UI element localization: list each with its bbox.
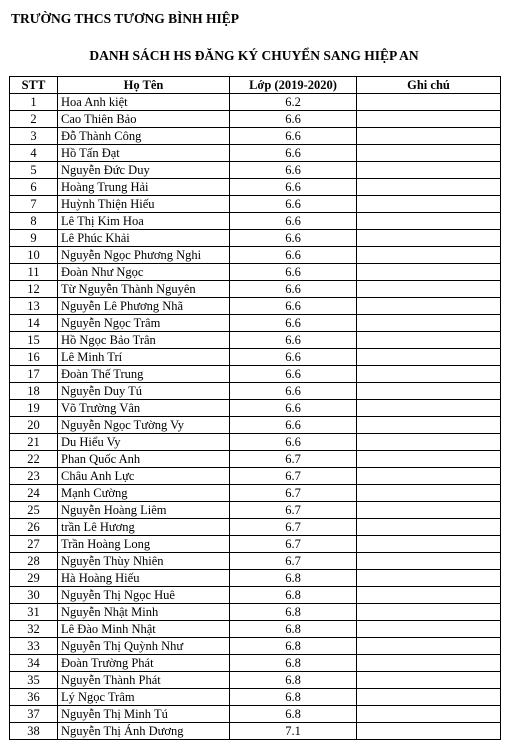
cell-stt: 21	[10, 434, 58, 451]
cell-stt: 33	[10, 638, 58, 655]
cell-stt: 31	[10, 604, 58, 621]
table-row	[10, 468, 501, 485]
table-row	[10, 128, 501, 145]
table-row	[10, 689, 501, 706]
cell-class: 6.8	[230, 570, 357, 587]
cell-name: Nguyễn Nhật Minh	[58, 604, 230, 621]
cell-class: 6.6	[230, 332, 357, 349]
cell-stt: 8	[10, 213, 58, 230]
cell-class: 6.8	[230, 706, 357, 723]
cell-stt: 7	[10, 196, 58, 213]
cell-note	[357, 451, 501, 468]
cell-name: Hồ Tấn Đạt	[58, 145, 230, 162]
cell-class: 6.6	[230, 145, 357, 162]
cell-class: 6.7	[230, 468, 357, 485]
document-title: DANH SÁCH HS ĐĂNG KÝ CHUYỂN SANG HIỆP AN	[89, 48, 419, 63]
table-row	[10, 536, 501, 553]
cell-note	[357, 706, 501, 723]
header-name: Họ Tên	[58, 77, 230, 94]
cell-note	[357, 468, 501, 485]
cell-stt: 32	[10, 621, 58, 638]
cell-note	[357, 264, 501, 281]
cell-stt: 9	[10, 230, 58, 247]
cell-stt: 18	[10, 383, 58, 400]
cell-note	[357, 196, 501, 213]
cell-name: Mạnh Cường	[58, 485, 230, 502]
table-row	[10, 723, 501, 740]
cell-class: 6.6	[230, 349, 357, 366]
cell-name: Hoa Anh kiệt	[58, 94, 230, 111]
cell-note	[357, 723, 501, 740]
cell-class: 6.6	[230, 366, 357, 383]
table-row	[10, 315, 501, 332]
cell-name: Cao Thiên Bảo	[58, 111, 230, 128]
cell-stt: 13	[10, 298, 58, 315]
cell-stt: 15	[10, 332, 58, 349]
cell-note	[357, 400, 501, 417]
student-table	[9, 76, 501, 740]
cell-note	[357, 315, 501, 332]
cell-class: 6.6	[230, 196, 357, 213]
cell-name: Hà Hoàng Hiếu	[58, 570, 230, 587]
cell-class: 6.8	[230, 689, 357, 706]
header-note: Ghi chú	[357, 77, 501, 94]
cell-class: 6.8	[230, 638, 357, 655]
table-row	[10, 451, 501, 468]
cell-note	[357, 111, 501, 128]
cell-stt: 35	[10, 672, 58, 689]
table-row	[10, 332, 501, 349]
cell-stt: 11	[10, 264, 58, 281]
cell-class: 6.6	[230, 247, 357, 264]
table-row	[10, 485, 501, 502]
table-row	[10, 264, 501, 281]
cell-note	[357, 502, 501, 519]
table-row	[10, 247, 501, 264]
cell-stt: 30	[10, 587, 58, 604]
cell-name: Nguyễn Thùy Nhiên	[58, 553, 230, 570]
cell-name: Hoàng Trung Hải	[58, 179, 230, 196]
cell-note	[357, 281, 501, 298]
table-row	[10, 366, 501, 383]
cell-class: 6.7	[230, 519, 357, 536]
cell-note	[357, 621, 501, 638]
cell-note	[357, 247, 501, 264]
table-row	[10, 621, 501, 638]
school-name: TRƯỜNG THCS TƯƠNG BÌNH HIỆP	[11, 11, 240, 26]
cell-note	[357, 94, 501, 111]
table-row	[10, 706, 501, 723]
cell-class: 6.6	[230, 111, 357, 128]
cell-note	[357, 587, 501, 604]
cell-class: 6.6	[230, 315, 357, 332]
table-row	[10, 417, 501, 434]
cell-note	[357, 179, 501, 196]
cell-class: 6.7	[230, 553, 357, 570]
cell-name: Nguyễn Thị Quỳnh Như	[58, 638, 230, 655]
cell-name: Lê Phúc Khải	[58, 230, 230, 247]
table-row	[10, 655, 501, 672]
cell-class: 6.6	[230, 400, 357, 417]
cell-class: 6.2	[230, 94, 357, 111]
cell-note	[357, 298, 501, 315]
cell-name: Nguyễn Thị Ánh Dương	[58, 723, 230, 740]
cell-class: 6.8	[230, 655, 357, 672]
table-row	[10, 281, 501, 298]
table-row	[10, 434, 501, 451]
cell-stt: 6	[10, 179, 58, 196]
cell-name: trần Lê Hương	[58, 519, 230, 536]
cell-stt: 2	[10, 111, 58, 128]
table-header-row	[10, 77, 501, 94]
cell-note	[357, 638, 501, 655]
cell-note	[357, 230, 501, 247]
cell-class: 6.6	[230, 434, 357, 451]
cell-name: Đoàn Trường Phát	[58, 655, 230, 672]
cell-name: Nguyễn Ngọc Tường Vy	[58, 417, 230, 434]
cell-note	[357, 655, 501, 672]
cell-name: Nguyễn Ngọc Phương Nghi	[58, 247, 230, 264]
cell-stt: 36	[10, 689, 58, 706]
cell-stt: 17	[10, 366, 58, 383]
header-class: Lớp (2019-2020)	[230, 77, 357, 94]
table-row	[10, 213, 501, 230]
cell-name: Nguyễn Ngọc Trâm	[58, 315, 230, 332]
cell-name: Du Hiểu Vy	[58, 434, 230, 451]
table-row	[10, 638, 501, 655]
table-row	[10, 672, 501, 689]
cell-class: 6.6	[230, 162, 357, 179]
table-row	[10, 553, 501, 570]
cell-stt: 34	[10, 655, 58, 672]
cell-note	[357, 536, 501, 553]
table-row	[10, 519, 501, 536]
cell-note	[357, 553, 501, 570]
cell-name: Lê Minh Trí	[58, 349, 230, 366]
header-stt: STT	[10, 77, 58, 94]
cell-name: Phan Quốc Anh	[58, 451, 230, 468]
cell-stt: 24	[10, 485, 58, 502]
cell-stt: 3	[10, 128, 58, 145]
cell-note	[357, 213, 501, 230]
cell-class: 6.8	[230, 672, 357, 689]
cell-name: Đỗ Thành Công	[58, 128, 230, 145]
cell-name: Nguyễn Hoàng Liêm	[58, 502, 230, 519]
cell-note	[357, 417, 501, 434]
cell-stt: 20	[10, 417, 58, 434]
cell-name: Lê Thị Kim Hoa	[58, 213, 230, 230]
table-row	[10, 196, 501, 213]
table-row	[10, 111, 501, 128]
cell-class: 6.7	[230, 485, 357, 502]
cell-class: 6.8	[230, 604, 357, 621]
cell-class: 6.6	[230, 417, 357, 434]
cell-name: Hồ Ngọc Bảo Trân	[58, 332, 230, 349]
table-row	[10, 349, 501, 366]
cell-note	[357, 672, 501, 689]
table-row	[10, 383, 501, 400]
table-row	[10, 145, 501, 162]
cell-class: 6.6	[230, 264, 357, 281]
cell-note	[357, 145, 501, 162]
cell-stt: 14	[10, 315, 58, 332]
cell-name: Nguyễn Duy Tú	[58, 383, 230, 400]
cell-stt: 26	[10, 519, 58, 536]
table-body	[10, 94, 501, 740]
cell-name: Nguyễn Thành Phát	[58, 672, 230, 689]
cell-class: 6.7	[230, 536, 357, 553]
cell-note	[357, 570, 501, 587]
cell-note	[357, 383, 501, 400]
cell-name: Nguyễn Thị Ngọc Huê	[58, 587, 230, 604]
cell-name: Trần Hoàng Long	[58, 536, 230, 553]
cell-stt: 10	[10, 247, 58, 264]
cell-stt: 12	[10, 281, 58, 298]
cell-name: Lê Đào Minh Nhật	[58, 621, 230, 638]
cell-stt: 38	[10, 723, 58, 740]
cell-class: 6.7	[230, 502, 357, 519]
cell-note	[357, 434, 501, 451]
cell-note	[357, 366, 501, 383]
cell-class: 7.1	[230, 723, 357, 740]
table-row	[10, 179, 501, 196]
cell-class: 6.6	[230, 383, 357, 400]
cell-class: 6.6	[230, 128, 357, 145]
table-row	[10, 162, 501, 179]
cell-class: 6.8	[230, 587, 357, 604]
cell-class: 6.8	[230, 621, 357, 638]
cell-name: Nguyễn Đức Duy	[58, 162, 230, 179]
table-row	[10, 570, 501, 587]
cell-stt: 4	[10, 145, 58, 162]
table-row	[10, 604, 501, 621]
cell-name: Lý Ngọc Trâm	[58, 689, 230, 706]
cell-name: Nguyễn Lê Phương Nhã	[58, 298, 230, 315]
table-row	[10, 587, 501, 604]
cell-class: 6.6	[230, 213, 357, 230]
cell-stt: 19	[10, 400, 58, 417]
cell-note	[357, 128, 501, 145]
cell-note	[357, 689, 501, 706]
cell-class: 6.6	[230, 281, 357, 298]
cell-stt: 28	[10, 553, 58, 570]
cell-stt: 1	[10, 94, 58, 111]
table-row	[10, 230, 501, 247]
cell-stt: 27	[10, 536, 58, 553]
cell-class: 6.7	[230, 451, 357, 468]
cell-note	[357, 604, 501, 621]
table-row	[10, 502, 501, 519]
table-row	[10, 298, 501, 315]
cell-name: Châu Anh Lực	[58, 468, 230, 485]
cell-class: 6.6	[230, 179, 357, 196]
cell-stt: 29	[10, 570, 58, 587]
cell-note	[357, 332, 501, 349]
cell-name: Nguyễn Thị Minh Tú	[58, 706, 230, 723]
cell-stt: 16	[10, 349, 58, 366]
cell-note	[357, 485, 501, 502]
cell-stt: 22	[10, 451, 58, 468]
table-row	[10, 94, 501, 111]
cell-stt: 5	[10, 162, 58, 179]
cell-stt: 37	[10, 706, 58, 723]
cell-stt: 23	[10, 468, 58, 485]
cell-note	[357, 349, 501, 366]
table-row	[10, 400, 501, 417]
cell-name: Võ Trường Vân	[58, 400, 230, 417]
cell-class: 6.6	[230, 230, 357, 247]
cell-note	[357, 519, 501, 536]
cell-class: 6.6	[230, 298, 357, 315]
cell-note	[357, 162, 501, 179]
cell-name: Đoàn Thế Trung	[58, 366, 230, 383]
cell-name: Đoàn Như Ngọc	[58, 264, 230, 281]
cell-stt: 25	[10, 502, 58, 519]
cell-name: Từ Nguyễn Thành Nguyên	[58, 281, 230, 298]
cell-name: Huỳnh Thiện Hiếu	[58, 196, 230, 213]
